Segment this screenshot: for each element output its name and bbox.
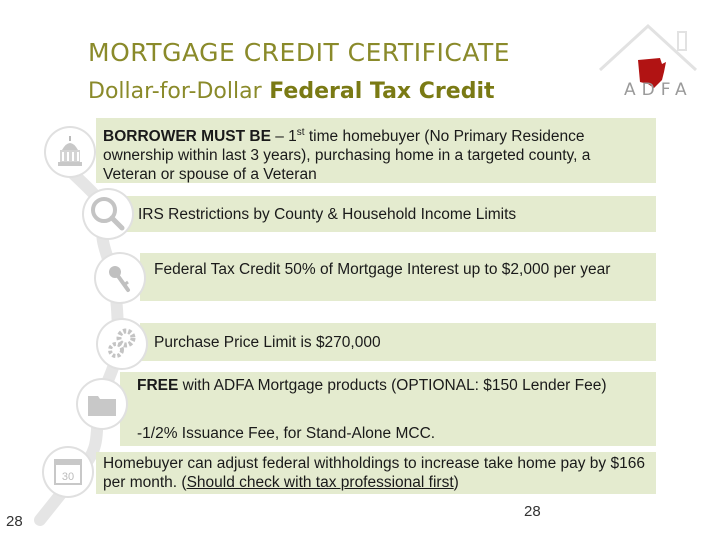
magnifier-icon <box>84 190 132 238</box>
subtitle-part2: Federal Tax Credit <box>269 79 495 104</box>
item-6-underlined: Should check with tax professional first <box>186 474 454 491</box>
subtitle-part1: Dollar-for-Dollar <box>88 79 262 104</box>
item-4-text: Purchase Price Limit is $270,000 <box>154 334 381 351</box>
calendar-number: 30 <box>61 471 75 483</box>
item-1-text: BORROWER MUST BE – 1st time homebuyer (No Primary Residence ownership within last 3 years), purchasing home in a targeted county, a Veteran or spouse of a Veteran <box>103 127 591 184</box>
gears-icon <box>98 320 146 368</box>
page-number-left: 28 <box>6 513 23 530</box>
item-5-text2: -1/2% Issuance Fee, for Stand-Alone MCC. <box>137 425 436 442</box>
page-subtitle <box>88 79 495 104</box>
calendar-icon <box>44 448 92 496</box>
key-icon <box>96 254 144 302</box>
page-title: MORTGAGE CREDIT CERTIFICATE <box>88 38 511 67</box>
item-6-text: Homebuyer can adjust federal withholdings to increase take home pay by $166 per month. (Should check with tax professional first) <box>103 455 645 491</box>
item-2-text: IRS Restrictions by County & Household Income Limits <box>138 206 517 223</box>
logo-text: ADFA <box>624 80 693 100</box>
page-number-center: 28 <box>524 503 541 520</box>
item-5-bold: FREE <box>137 377 179 394</box>
capitol-building-icon <box>46 128 94 176</box>
item-3-text: Federal Tax Credit 50% of Mortgage Interest up to $2,000 per year <box>154 261 611 278</box>
item-5-text: FREE with ADFA Mortgage products (OPTIONAL: $150 Lender Fee) <box>137 377 607 394</box>
item-1-bold: BORROWER MUST BE <box>103 128 271 146</box>
folder-icon <box>78 380 126 428</box>
